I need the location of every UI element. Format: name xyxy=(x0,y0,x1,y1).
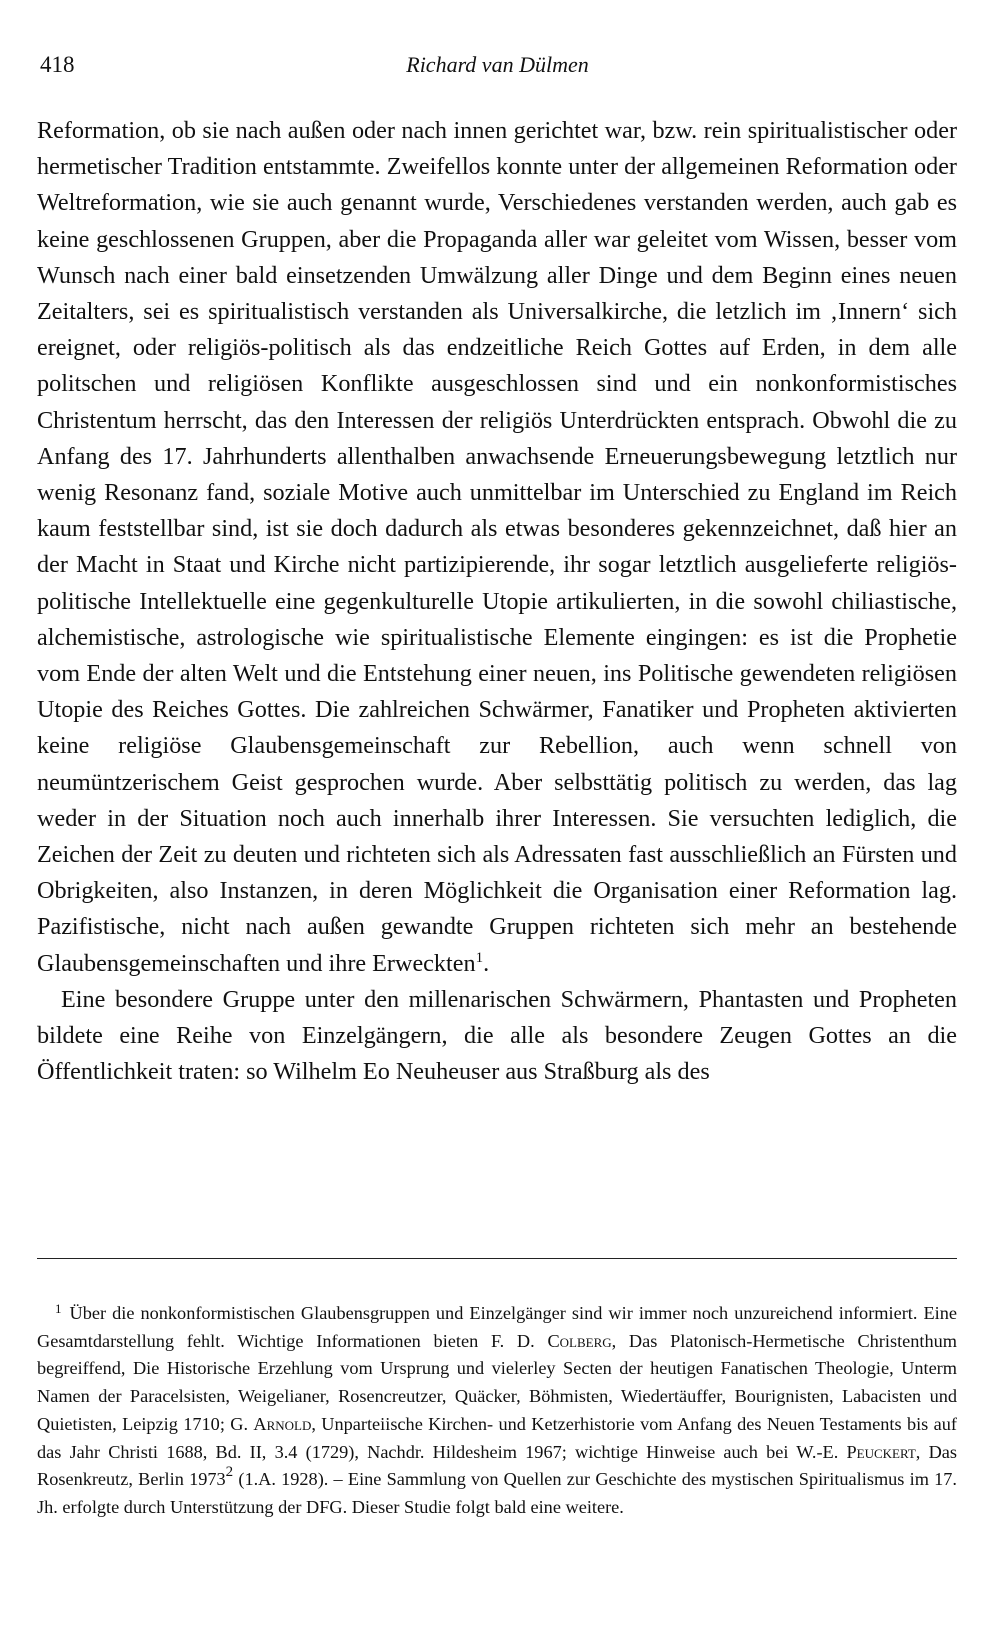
running-head xyxy=(40,52,955,86)
page-number: 418 xyxy=(40,52,75,77)
paragraph-2: Eine besondere Gruppe unter den millenarischen Schwärmern, Phantasten und Propheten bildete eine Reihe von Einzelgängern, die alle als besondere Zeugen Gottes an die Öffentlichkeit traten: so Wilhelm Eo Neuheuser aus Straßburg als des xyxy=(37,985,957,1086)
footnote-text-c: , Unparteiische Kirchen- und Ketzerhistorie vom Anfang des Neuen Testaments bis auf das Jahr Christi 1688, Bd. II, 3.4 (1729), Nachdr. Hildesheim 1967; wichtige Hinweise auch bei W.-E. xyxy=(37,1413,957,1462)
footnote-text-b: , Das Platonisch-Hermetische Christenthum begreiffend, Die Historische Erzehlung vom Ursprung und vielerley Secten der heutigen Fanatischen Theologie, Unterm Namen der Paracelsisten, Weigelianer, Rosencreutzer, Quäcker, Böhmisten, Wiedertäuffer, Bourignisten, Labacisten und Quietisten, Leipzig 1710; G. xyxy=(37,1330,957,1434)
footnote-author-peuckert: Peuckert xyxy=(846,1441,916,1462)
footnote-text-a: Über die nonkonformistischen Glaubensgruppen und Einzelgänger sind wir immer noch unzureichend informiert. Eine Gesamtdarstellung fehlt. Wichtige Informationen bieten F. D. xyxy=(37,1303,957,1351)
footnote-1 xyxy=(37,1300,957,1522)
running-title: Richard van Dülmen xyxy=(406,52,589,77)
footnote-text-e: (1.A. 1928). – Eine Sammlung von Quellen zur Geschichte des mystischen Spiritualismus im 17. Jh. erfolgte durch Unterstützung der DFG. Dieser Studie folgt bald eine weitere. xyxy=(37,1469,957,1517)
footnotes xyxy=(37,1300,957,1522)
footnote-edition-superscript: 2 xyxy=(225,1464,234,1481)
footnote-reference[interactable]: 1 xyxy=(475,949,484,966)
footnote-marker: 1 xyxy=(55,1301,62,1316)
body-text xyxy=(37,113,957,1090)
footnote-author-arnold: Arnold xyxy=(253,1413,312,1434)
footnote-author-colberg: Colberg xyxy=(547,1330,612,1351)
paragraph-1 xyxy=(37,113,957,982)
footnote-divider xyxy=(37,1258,957,1259)
paragraph-1-end: . xyxy=(483,949,490,977)
footnote-text-d: , Das Rosenkreutz, Berlin 1973 xyxy=(37,1441,957,1490)
paragraph-1-text: Reformation, ob sie nach außen oder nach innen gerichtet war, bzw. rein spiritualistischer oder hermetischer Tradition entstammte. Zweifellos konnte unter der allgemeinen Reformation oder Weltreformation, wie sie auch genannt wurde, Verschiedenes verstanden werden, auch gab es keine geschlossenen Gruppen, aber die Propaganda aller war geleitet vom Wissen, besser vom Wunsch nach einer bald einsetzenden Umwälzung aller Dinge und dem Beginn eines neuen Zeitalters, sei es spiritualistisch verstanden als Universalkirche, die letzlich im ‚Innern‘ sich ereignet, oder religiös-politisch als das endzeitliche Reich Gottes auf Erden, in dem alle politschen und religiösen Konflikte ausgeschlossen sind und ein nonkonformistisches Christentum herrscht, das den Interessen der religiös Unterdrückten entsprach. Obwohl die zu Anfang des 17. Jahrhunderts allenthalben anwachsende Erneuerungsbewegung letztlich nur wenig Resonanz fand, soziale Motive auch unmittelbar im Unterschied zu England im Reich kaum feststellbar sind, ist sie doch dadurch als etwas besonderes gekennzeichnet, daß hier an der Macht in Staat und Kirche nicht partizipierende, ihr sogar letztlich ausgelieferte religiös-politische Intellektuelle eine gegenkulturelle Utopie artikulierten, in die sowohl chiliastische, alchemistische, astrologische wie spiritualistische Elemente eingingen: es ist die Prophetie vom Ende der alten Welt und die Entstehung einer neuen, ins Politische gewendeten religiösen Utopie des Reiches Gottes. Die zahlreichen Schwärmer, Fanatiker und Propheten aktivierten keine religiöse Glaubensgemeinschaft zur Rebellion, auch wenn schnell von neumüntzerischem Geist gesprochen wurde. Aber selbsttätig politisch zu werden, das lag weder in der Situation noch auch innerhalb ihrer Interessen. Sie versuchten lediglich, die Zeichen der Zeit zu deuten und richteten sich als Adressaten fast ausschließlich an Fürsten und Obrigkeiten, also Instanzen, in deren Möglichkeit die Organisation einer Reformation lag. Pazifistische, nicht nach außen gewandte Gruppen richteten sich mehr an bestehende Glaubensgemeinschaften und ihre Erweckten xyxy=(37,117,957,977)
